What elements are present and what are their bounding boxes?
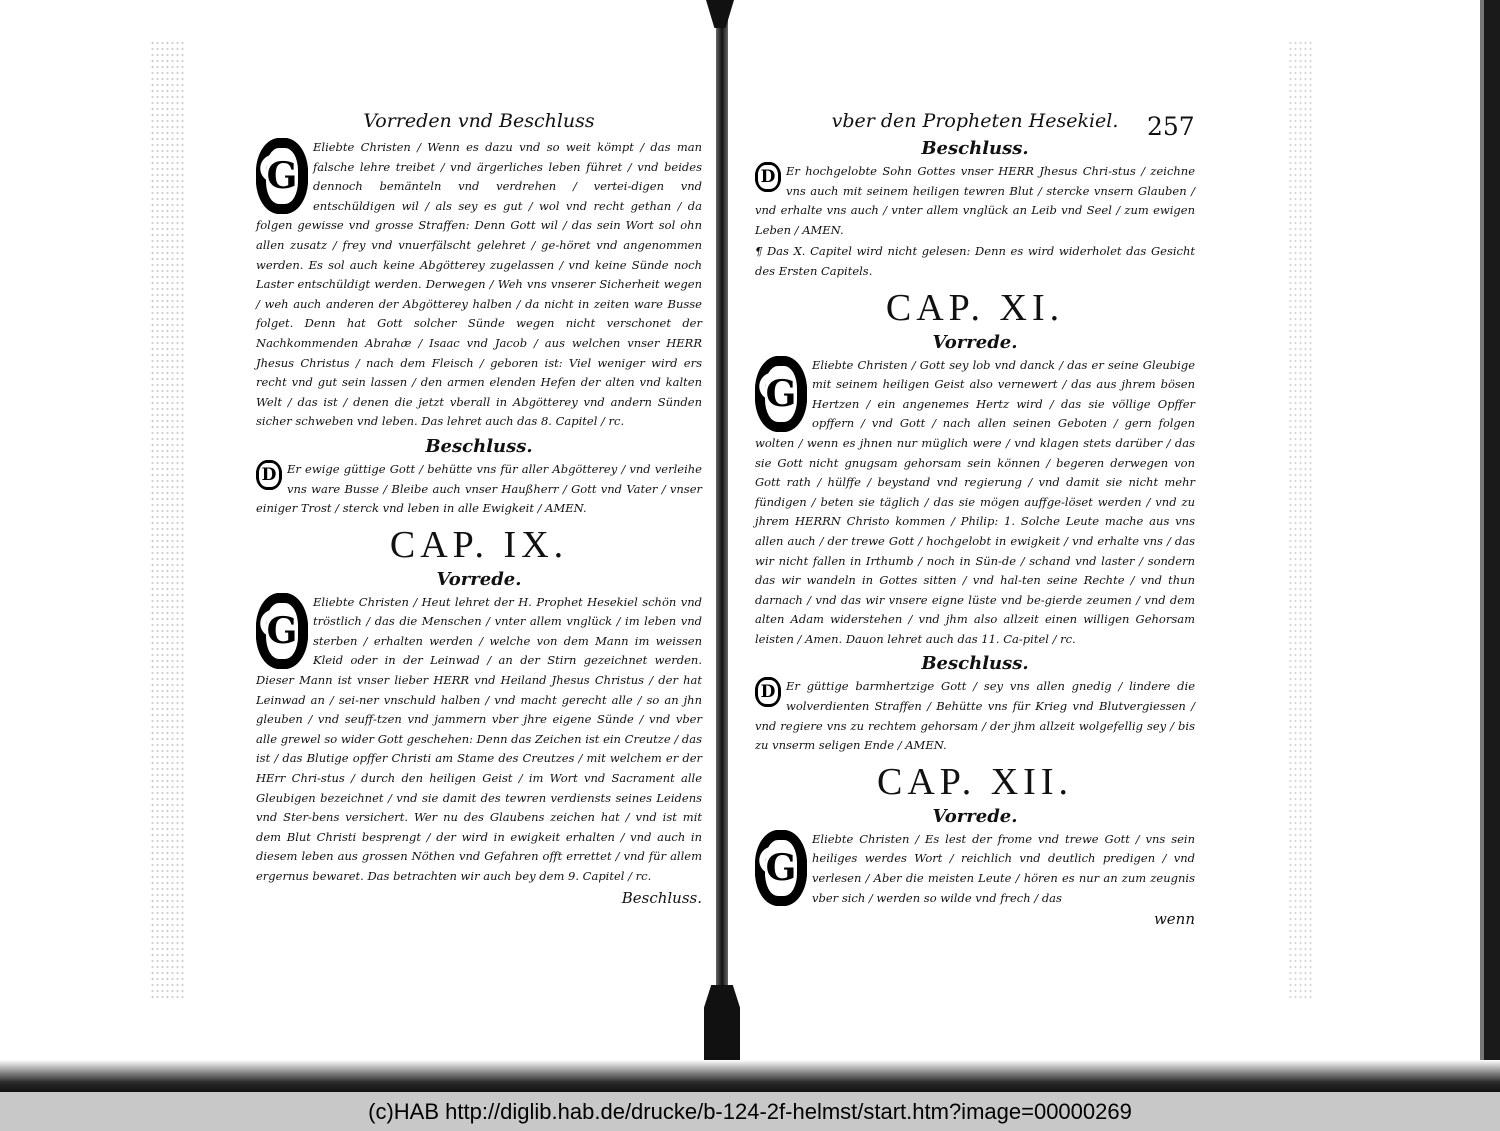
left-page	[256, 110, 702, 907]
bottom-scan-shadow	[0, 1060, 1500, 1092]
paragraph-text: Eliebte Christen / Wenn es dazu vnd so weit kömpt / das man falsche lehre treibet / vnd ärgerliches leben führet / vnd beides dennoch bemänteln vnd verdrehen / vertei‐digen vnd entschüldigen wil / als sey es gut / wol vnd recht gethan / da folgen gewisse vnd grosse Straffen: Denn Gott wil / das sein Wort sol ohn allen zusatz / frey vnd vnuerfälscht gelehret / ge‐höret vnd angenommen werden. Es sol auch keine Abgötterey zugelassen / vnd keine Sünde noch Laster entschüldigt werden. Derwegen / Weh vns vnserer Sicherheit wegen / weh auch anderen der Abgötterey halben / da nicht in zeiten ware Busse folget. Denn hat Gott solcher Sünde wegen nicht verschonet der Nachkommenden Abrahæ / Isaac vnd Jacob / aus welchen vnser HERR Jhesus Christus / nach dem Fleisch / geboren ist: Viel weniger wird ers recht vnd gut sein lassen / den armen elenden Hefen der alten vnd kalten Welt / das ist / denen die jetzt vberall in Abgötterey vnd andern Sünden sicher schweben vnd leben. Das lehret auch das 8. Capitel / rc.	[256, 140, 702, 429]
right-scan-border	[1484, 0, 1500, 1092]
paragraph-text: Eliebte Christen / Heut lehret der H. Prophet Hesekiel schön vnd tröstlich / das die Menschen / vnter allem vnglück / im leben vnd sterben / erhalten werden / welche von dem Mann im weissen Kleid oder in der Leinwad / an der Stirn gezeichnet werden. Dieser Mann ist vnser lieber HERR vnd Heiland Jhesus Christus / der hat Leinwad an / sei‐ner vnschuld halben / vnd macht gerecht alle / so an jhn gleuben / vnd seuff‐tzen vnd jammern vber jhre eigene Sünde / vnd vber alle grewel so wider Gott geschehen: Denn das Zeichen ist ein Creutze / das ist / das Blutige opffer Christi am Stame des Creutzes / mit welchem er der HErr Chri‐stus / durch den heiligen Geist / im Wort vnd Sacrament alle Gleubigen bezeichnet / vnd sie damit des tewren verdiensts seines Leidens vnd Ster‐bens versichert. Wer nu des Glaubens zeichen hat / vnd ist mit dem Blut Christi besprengt / der wird in ewigkeit erhalten / vnd auch in diesem leben aus grossen Nöthen vnd Gefahren offt errettet / vnd für allem ergernus bewaret. Das betrachten wir auch bey dem 9. Capitel / rc.	[256, 594, 702, 883]
intro-paragraph	[256, 138, 702, 432]
book-gutter	[716, 0, 728, 1092]
decorated-initial: D	[755, 162, 781, 192]
paragraph-text: Er ewige güttige Gott / behütte vns für aller Abgötterey / vnd verleihe vns ware Busse / Bleibe auch vnser Haußherr / Gott vnd Vater / vnser einiger Trost / sterck vnd leben in alle Ewigkeit / AMEN.	[256, 461, 702, 516]
beschluss-paragraph	[755, 162, 1195, 240]
decorated-initial: G	[755, 356, 807, 432]
vorrede-paragraph	[755, 356, 1195, 650]
chapter-note: ¶ Das X. Capitel wird nicht gelesen: Denn es wird widerholet das Gesicht des Ersten Capitels.	[755, 244, 1195, 278]
beschluss-paragraph	[256, 460, 702, 519]
section-heading-beschluss: Beschluss.	[921, 138, 1029, 159]
decorated-initial: G	[256, 138, 308, 214]
decorated-initial: D	[256, 460, 282, 490]
chapter-heading: CAP. XII.	[877, 760, 1073, 803]
gutter-top-shadow	[706, 0, 734, 28]
page-number: 257	[1147, 112, 1195, 141]
beschluss-paragraph	[755, 677, 1195, 755]
paragraph-text: Eliebte Christen / Es lest der frome vnd trewe Gott / vns sein heiliges werdes Wort / reichlich vnd deutlich predigen / vnd verlesen / Aber die meisten Leute / hören es nur an zum zeugnis vber sich / werden so wilde vnd frech / das	[812, 831, 1195, 905]
chapter-heading: CAP. XI.	[885, 286, 1065, 329]
left-page-edge-speckle	[150, 40, 186, 1000]
running-head: vber den Propheten Hesekiel.	[831, 110, 1119, 132]
copyright-caption: (c)HAB http://diglib.hab.de/drucke/b-124-2f-helmst/start.htm?image=00000269	[0, 1092, 1500, 1131]
vorrede-paragraph	[256, 593, 702, 887]
decorated-initial: G	[256, 593, 308, 669]
section-heading-vorrede: Vorrede.	[932, 805, 1018, 827]
catchword: wenn	[1153, 910, 1195, 929]
right-page-edge-speckle	[1288, 40, 1314, 1000]
vorrede-paragraph	[755, 830, 1195, 908]
paragraph-text: Eliebte Christen / Gott sey lob vnd danck / das er seine Gleubige mit seinem heiligen Geist also vernewert / das aus jhrem bösen Hertzen / ein angenemes Hertz wird / das sie völlige Opffer opffern / vnd Gott / nach allen seinen Geboten / gern folgen wolten / wenn es jhnen nur müglich were / vnd klagen stets darüber / das sie Gott nicht gnugsam gehorsam sein können / begeren derwegen von Gott rath / hülffe / beystand vnd regierung / vnd damit sie nicht mehr fündigen / beten sie täglich / das sie mögen auffge‐löset werden / vnd zu jhrem HERRN Christo kommen / Philip: 1. Solche Leute mache aus vns allen auch / der trewe Gott / hochgelobt in ewigkeit / vnd erhalte vns / das wir nicht fallen in Irthumb / noch in Sün‐de / schand vnd laster / sondern das wir wandeln in Gottes sitten / vnd hal‐ten seine Rechte / vnd thun darnach / vnd das wir vnsere eigne lüste vnd be‐gierde zeumen / vnd dem alten Adam widerstehen / vnd jhm also allzeit einen willigen Gehorsam leisten / Amen. Dauon lehret auch das 11. Ca‐pitel / rc.	[755, 357, 1195, 646]
paragraph-text: Er güttige barmhertzige Gott / sey vns allen gnedig / lindere die wolverdienten Straffen / Behütte vns für Krieg vnd Blutvergiessen / vnd regiere vns zu rechtem gehorsam / der jhm allzeit wolgefellig sey / bis zu vnserm seligen Ende / AMEN.	[755, 679, 1195, 753]
catchword: Beschluss.	[621, 888, 702, 907]
decorated-initial: G	[755, 830, 807, 906]
section-heading-vorrede: Vorrede.	[932, 331, 1018, 353]
decorated-initial: D	[755, 677, 781, 707]
section-heading-vorrede: Vorrede.	[436, 568, 522, 590]
right-page	[755, 110, 1195, 928]
section-heading-beschluss: Beschluss.	[425, 435, 533, 457]
running-head: Vorreden vnd Beschluss	[363, 110, 595, 132]
section-heading-beschluss: Beschluss.	[921, 653, 1029, 675]
paragraph-text: Er hochgelobte Sohn Gottes vnser HERR Jhesus Chri‐stus / zeichne vns auch mit seinem heiligen tewren Blut / stercke vnsern Glauben / vnd erhalte vns auch / vnter allem vnglück an Leib vnd Seel / zum ewigen Leben / AMEN.	[755, 164, 1195, 237]
chapter-heading: CAP. IX.	[389, 523, 569, 566]
